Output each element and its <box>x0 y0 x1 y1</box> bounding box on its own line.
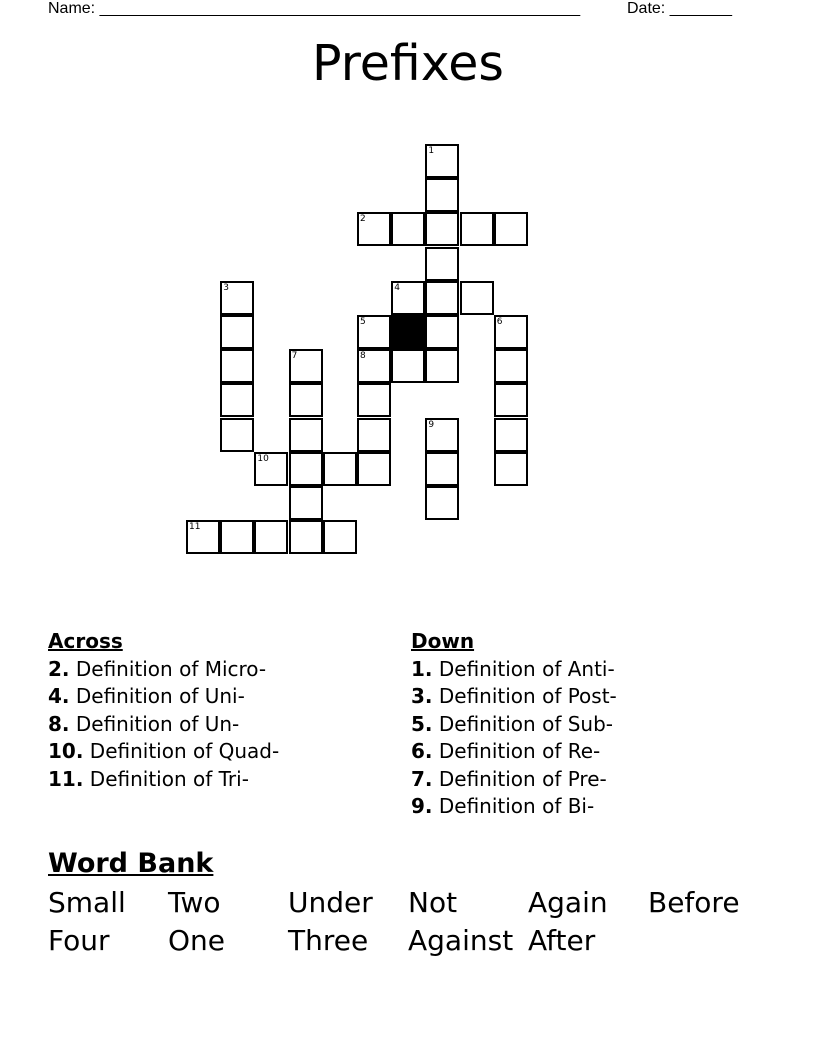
grid-cell[interactable] <box>357 315 391 349</box>
clue-across-2: 2. Definition of Micro- <box>48 656 267 681</box>
grid-cell[interactable] <box>289 383 323 417</box>
grid-cell[interactable] <box>220 418 254 452</box>
grid-cell[interactable] <box>220 349 254 383</box>
word-bank-item: Again <box>528 886 608 919</box>
grid-cell[interactable] <box>289 452 323 486</box>
grid-cell[interactable] <box>357 383 391 417</box>
clue-across-8: 8. Definition of Un- <box>48 711 240 736</box>
grid-cell[interactable] <box>186 520 220 554</box>
clue-down-9: 9. Definition of Bi- <box>411 794 595 818</box>
clue-across-10: 10. Definition of Quad- <box>48 739 280 763</box>
grid-cell[interactable] <box>425 349 459 383</box>
grid-cell[interactable] <box>494 349 528 383</box>
grid-cell[interactable] <box>391 281 425 315</box>
grid-cell[interactable] <box>494 315 528 349</box>
grid-cell-blocked <box>391 315 425 349</box>
cell-number: 6 <box>496 317 503 327</box>
grid-cell[interactable] <box>425 418 459 452</box>
across-clues <box>48 628 279 793</box>
grid-cell[interactable] <box>425 144 459 178</box>
grid-cell[interactable] <box>391 212 425 246</box>
grid-cell[interactable] <box>220 281 254 315</box>
clue-across-4: 4. Definition of Uni- <box>48 684 245 708</box>
word-bank-item: Two <box>168 886 221 919</box>
grid-cell[interactable] <box>220 383 254 417</box>
name-field[interactable]: Name: ______________________________________________________ <box>48 0 581 17</box>
word-bank <box>48 848 768 960</box>
across-heading: Across <box>48 629 123 653</box>
grid-cell[interactable] <box>289 486 323 520</box>
word-bank-heading: Word Bank <box>48 848 214 879</box>
down-clues <box>411 628 617 821</box>
grid-cell[interactable] <box>323 520 357 554</box>
word-bank-item: Against <box>408 924 514 957</box>
grid-cell[interactable] <box>254 520 288 554</box>
cell-number: 5 <box>360 317 366 327</box>
cell-number: 2 <box>360 214 366 225</box>
word-bank-list <box>48 884 768 960</box>
grid-cell[interactable] <box>357 349 391 383</box>
page-title: Prefixes <box>312 35 504 92</box>
grid-cell[interactable] <box>425 486 459 520</box>
clue-down-5: 5. Definition of Sub- <box>411 711 613 736</box>
word-bank-item: Small <box>48 886 126 919</box>
cell-number: 3 <box>223 282 229 293</box>
word-bank-item: Not <box>408 886 458 919</box>
grid-cell[interactable] <box>494 418 528 452</box>
grid-cell[interactable] <box>460 212 494 246</box>
cell-number: 9 <box>428 419 435 430</box>
grid-cell[interactable] <box>254 452 288 486</box>
grid-cell[interactable] <box>425 452 459 486</box>
cell-number: 7 <box>291 351 298 362</box>
word-bank-item: Before <box>648 886 740 919</box>
word-bank-item: Under <box>288 886 373 919</box>
grid-cell[interactable] <box>357 452 391 486</box>
grid-cell[interactable] <box>494 212 528 246</box>
grid-cell[interactable] <box>425 247 459 281</box>
grid-cell[interactable] <box>425 212 459 246</box>
grid-cell[interactable] <box>391 349 425 383</box>
word-bank-item: After <box>528 924 596 957</box>
grid-cell[interactable] <box>425 315 459 349</box>
down-heading: Down <box>411 629 475 653</box>
word-bank-item: One <box>168 924 226 957</box>
word-bank-item: Three <box>288 924 369 957</box>
clue-down-7: 7. Definition of Pre- <box>411 766 607 791</box>
grid-cell[interactable] <box>289 520 323 554</box>
grid-cell[interactable] <box>323 452 357 486</box>
grid-cell[interactable] <box>220 315 254 349</box>
clue-down-3: 3. Definition of Post- <box>411 684 617 708</box>
cell-number: 8 <box>360 351 366 362</box>
grid-cell[interactable] <box>494 452 528 486</box>
clue-across-11: 11. Definition of Tri- <box>48 766 249 791</box>
clue-down-6: 6. Definition of Re- <box>411 739 601 763</box>
cell-number: 1 <box>428 146 435 156</box>
word-bank-item: Four <box>48 924 110 957</box>
date-field[interactable]: Date: _______ <box>627 0 732 17</box>
cell-number: 10 <box>257 453 269 464</box>
grid-cell[interactable] <box>357 212 391 246</box>
grid-cell[interactable] <box>220 520 254 554</box>
grid-cell[interactable] <box>357 418 391 452</box>
grid-cell[interactable] <box>494 383 528 417</box>
grid-cell[interactable] <box>289 349 323 383</box>
clue-down-1: 1. Definition of Anti- <box>411 656 615 681</box>
cell-number: 4 <box>394 282 400 293</box>
grid-cell[interactable] <box>425 281 459 315</box>
grid-cell[interactable] <box>460 281 494 315</box>
grid-cell[interactable] <box>289 418 323 452</box>
grid-cell[interactable] <box>425 178 459 212</box>
cell-number: 11 <box>189 522 201 533</box>
